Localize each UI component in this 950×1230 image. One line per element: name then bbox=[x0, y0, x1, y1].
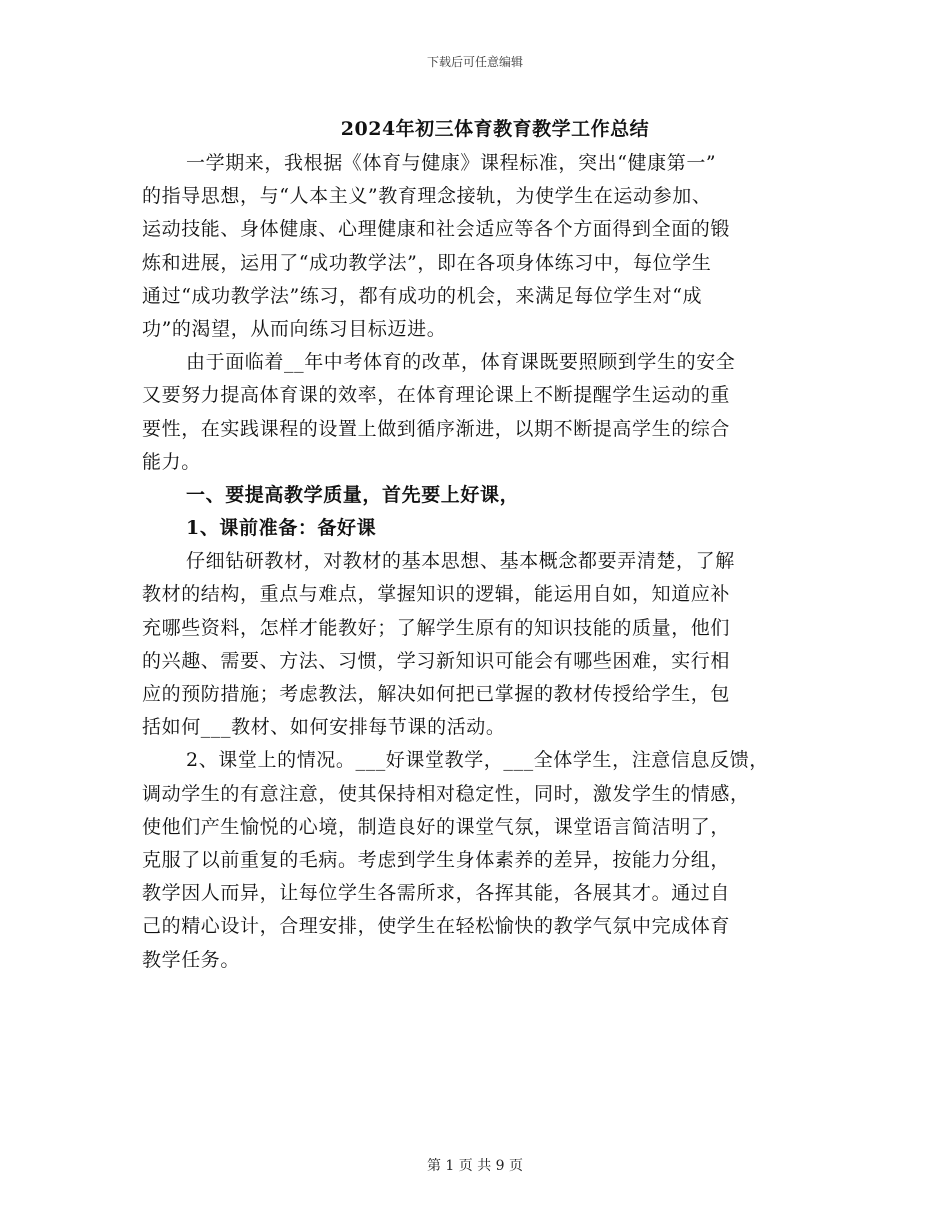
paragraph-line: 一学期来，我根据《体育与健康》课程标准，突出“健康第一” bbox=[186, 152, 717, 174]
paragraph-line: 功”的渴望，从而向练习目标迈进。 bbox=[142, 317, 447, 340]
paragraph-line: 仔细钻研教材，对教材的基本思想、基本概念都要弄清楚，了解 bbox=[186, 550, 735, 573]
section-heading: 一、要提高教学质量，首先要上好课， bbox=[186, 483, 520, 506]
paragraph-line: 的兴趣、需要、方法、习惯，学习新知识可能会有哪些困难，实行相 bbox=[142, 649, 731, 672]
paragraph-line: 通过“成功教学法”练习，都有成功的机会，来满足每位学生对“成 bbox=[142, 284, 703, 307]
subsection-heading: 1、课前准备：备好课 bbox=[186, 517, 377, 540]
paragraph-line: 克服了以前重复的毛病。考虑到学生身体素养的差异，按能力分组， bbox=[142, 848, 731, 871]
paragraph-line: 又要努力提高体育课的效率，在体育理论课上不断提醒学生运动的重 bbox=[142, 384, 731, 407]
document-body bbox=[142, 147, 832, 977]
paragraph-line: 括如何___教材、如何安排每节课的活动。 bbox=[142, 716, 506, 739]
paragraph-line: 能力。 bbox=[142, 450, 201, 473]
paragraph-line: 的指导思想，与“人本主义”教育理念接轨，为使学生在运动参加、 bbox=[142, 185, 712, 208]
paragraph-line: 运动技能、身体健康、心理健康和社会适应等各个方面得到全面的锻 bbox=[142, 218, 731, 241]
paragraph-line: 教学任务。 bbox=[142, 948, 241, 971]
paragraph-line: 应的预防措施；考虑教法，解决如何把已掌握的教材传授给学生，包 bbox=[142, 683, 731, 705]
page-header: 下载后可任意编辑 bbox=[426, 55, 523, 69]
page-footer: 第 1 页 共 9 页 bbox=[426, 1158, 524, 1174]
paragraph-line: 2、课堂上的情况。___好课堂教学，___全体学生，注意信息反馈， bbox=[186, 749, 769, 772]
paragraph-line: 己的精心设计，合理安排，使学生在轻松愉快的教学气氛中完成体育 bbox=[142, 915, 731, 938]
paragraph-line: 调动学生的有意注意，使其保持相对稳定性，同时，激发学生的情感， bbox=[142, 782, 750, 805]
paragraph-line: 炼和进展，运用了“成功教学法”，即在各项身体练习中，每位学生 bbox=[142, 251, 712, 274]
paragraph-line: 要性，在实践课程的设置上做到循序渐进，以期不断提高学生的综合 bbox=[142, 417, 731, 440]
paragraph-line: 教学因人而异，让每位学生各需所求，各挥其能，各展其才。通过自 bbox=[142, 882, 731, 905]
paragraph-line: 使他们产生愉悦的心境，制造良好的课堂气氛，课堂语言简洁明了， bbox=[142, 815, 731, 838]
paragraph-line: 教材的结构，重点与难点，掌握知识的逻辑，能运用自如，知道应补 bbox=[142, 583, 731, 606]
paragraph-line: 由于面临着__年中考体育的改革，体育课既要照顾到学生的安全 bbox=[186, 351, 736, 374]
paragraph-line: 充哪些资料，怎样才能教好；了解学生原有的知识技能的质量，他们 bbox=[142, 616, 731, 639]
document-title: 2024年初三体育教育教学工作总结 bbox=[340, 118, 650, 140]
